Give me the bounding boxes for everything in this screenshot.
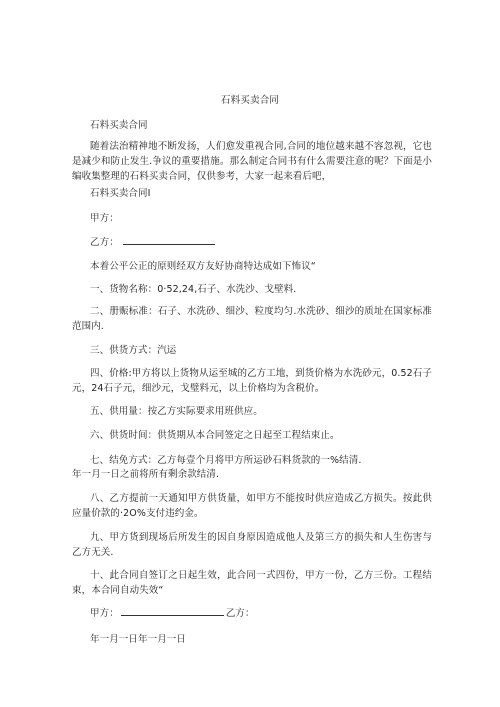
clause-7-line-1: 七、结免方式：乙方每壹个月将甲方所运砂石料货款的一%结清.: [90, 455, 362, 466]
party-b-blank: [123, 235, 215, 245]
preamble-paragraph: 本着公平公正的原则经双方友好协商特达成如下怖议“: [90, 261, 316, 272]
document-subtitle: [72, 118, 432, 133]
subtitle-text: 石料买卖合同: [90, 120, 148, 131]
clause-2: 二、册赈标准：石子、水洗砂、细沙、粒度均匀.水洗砂、细沙的质址在国家标准范围内.: [72, 306, 432, 332]
clause-10: 十、此合同自签订之日起生效，此合同一式四份，甲方一份，乙方三份。工程结束，本合同自动失效“: [72, 570, 432, 596]
date-line: [72, 632, 432, 647]
clause-5: 五、供用量：按乙方实际要求用班供应。: [90, 406, 263, 417]
clause-7-line-2: 年一月一日之前将所有剩余款结清.: [72, 469, 220, 480]
sign-party-a-label: 甲方：: [90, 608, 119, 619]
party-a-label: 甲方：: [90, 213, 119, 224]
clause-6: 六、供货时间：供货期从本合同签定之日起至工程结束止。: [90, 430, 340, 441]
party-b-line: [72, 235, 432, 250]
clause-9: 九、甲方货到现场后所发生的因自身原因造成他人及第三方的损失和人生伤害与乙方无关.: [72, 532, 432, 558]
document-title: 石料买卖合同: [220, 95, 280, 106]
clause-8: 八、乙方提前一天通知甲方供货量，如甲方不能按时供应造成乙方损失。按此供应量价款的·2O%支付违约金。: [72, 493, 432, 519]
clause-3: 三、供货方式：汽运: [90, 345, 177, 356]
clause-1: 一、货物名称：0·52,24,石子、水洗沙、戈壁料.: [90, 284, 297, 295]
sign-party-b-label: 乙方：: [225, 608, 255, 619]
party-a-line: [72, 211, 432, 226]
sign-party-a-blank: [121, 606, 224, 616]
signature-line: [72, 606, 432, 621]
party-b-label: 乙方：: [90, 237, 119, 248]
date-line-text: 年一月一日年一月一日: [90, 634, 187, 645]
contract-heading-text: 石料买卖合同I: [90, 188, 151, 199]
contract-heading: [72, 186, 432, 201]
intro-paragraph: 随着法治精神地不断发扬，人们愈发重视合同,合同的地位越来越不容忽视，它也是减少和防止发生.争议的重要措施。那么制定合同书有什么需要注意的呢？下面是小编收集整理的石料买卖合同，仅供参考，大家一起来看后吧，: [72, 141, 432, 182]
clause-4: 四、价格:甲方将以上货物从运至城的乙方工地，到货价格为水洗砂元，0.52石子元，24石子元，细沙元，戈璧料元，以上价格均为含税价。: [72, 368, 432, 394]
